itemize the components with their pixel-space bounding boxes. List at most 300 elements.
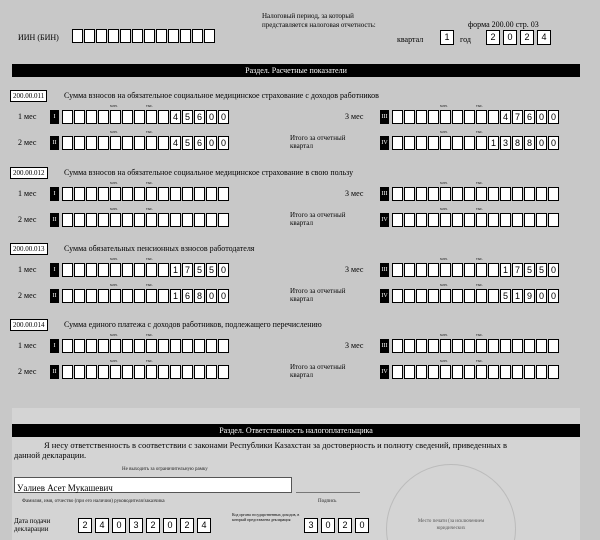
digit-cell[interactable]: 0 (321, 518, 335, 533)
digit-cell[interactable] (146, 339, 157, 353)
amount-input[interactable] (62, 289, 230, 303)
digit-cell[interactable] (416, 365, 427, 379)
digit-cell[interactable] (170, 213, 181, 227)
digit-cell[interactable] (476, 365, 487, 379)
section-responsibility-header (12, 424, 580, 437)
digit-cell[interactable] (524, 339, 535, 353)
digit-cell[interactable] (476, 110, 487, 124)
digit-cell[interactable]: 0 (536, 136, 547, 150)
digit-cell[interactable] (62, 213, 73, 227)
digit-cell[interactable] (122, 213, 133, 227)
digit-cell[interactable] (180, 29, 191, 43)
amount-input[interactable] (62, 187, 230, 201)
digit-cell[interactable] (428, 289, 439, 303)
digit-cell[interactable] (158, 263, 169, 277)
digit-cell[interactable] (110, 365, 121, 379)
digit-cell[interactable]: 0 (206, 289, 217, 303)
amount-input[interactable] (62, 110, 230, 124)
digit-cell[interactable]: 0 (206, 136, 217, 150)
digit-cell[interactable] (512, 339, 523, 353)
digit-cell[interactable]: 2 (146, 518, 160, 533)
digit-cell[interactable] (86, 187, 97, 201)
amount-input[interactable] (392, 339, 560, 353)
digit-cell[interactable] (122, 263, 133, 277)
digit-cell[interactable] (440, 136, 451, 150)
digit-cell[interactable] (548, 365, 559, 379)
digit-cell[interactable] (84, 29, 95, 43)
digit-cell[interactable] (512, 365, 523, 379)
amount-input[interactable] (392, 365, 560, 379)
amount-input[interactable] (392, 110, 560, 124)
digit-cell[interactable] (134, 110, 145, 124)
digit-cell[interactable] (98, 289, 109, 303)
digit-cell[interactable] (74, 110, 85, 124)
digit-cell[interactable] (122, 365, 133, 379)
digit-cell[interactable]: 4 (500, 110, 511, 124)
digit-cell[interactable]: 5 (524, 263, 535, 277)
period-label: 1 мес (18, 189, 37, 198)
digit-cell[interactable] (62, 187, 73, 201)
digit-cell[interactable] (218, 365, 229, 379)
digit-cell[interactable] (440, 187, 451, 201)
digit-cell[interactable]: 5 (182, 110, 193, 124)
digit-cell[interactable] (452, 339, 463, 353)
digit-cell[interactable]: 2 (78, 518, 92, 533)
group-label-ths: тыс. (476, 332, 484, 337)
digit-cell[interactable] (134, 289, 145, 303)
year-input[interactable] (486, 30, 554, 45)
digit-cell[interactable] (536, 187, 547, 201)
digit-cell[interactable] (158, 339, 169, 353)
digit-cell[interactable] (158, 110, 169, 124)
digit-cell[interactable] (122, 289, 133, 303)
digit-cell[interactable]: 0 (548, 289, 559, 303)
responsibility-panel (12, 408, 580, 540)
digit-cell[interactable] (416, 213, 427, 227)
digit-cell[interactable] (500, 339, 511, 353)
amount-input[interactable] (392, 187, 560, 201)
digit-cell[interactable] (500, 365, 511, 379)
digit-cell[interactable] (392, 136, 403, 150)
digit-cell[interactable] (512, 187, 523, 201)
digit-cell[interactable] (392, 187, 403, 201)
digit-cell[interactable] (134, 136, 145, 150)
digit-cell[interactable] (98, 136, 109, 150)
digit-cell[interactable] (464, 289, 475, 303)
digit-cell[interactable] (488, 213, 499, 227)
roman-marker: I (50, 187, 59, 201)
digit-cell[interactable]: 1 (170, 263, 181, 277)
digit-cell[interactable] (170, 365, 181, 379)
digit-cell[interactable]: 5 (182, 136, 193, 150)
digit-cell[interactable] (96, 29, 107, 43)
digit-cell[interactable] (194, 365, 205, 379)
digit-cell[interactable]: 2 (486, 30, 500, 45)
digit-cell[interactable]: 0 (548, 263, 559, 277)
amount-input[interactable] (392, 263, 560, 277)
digit-cell[interactable] (86, 110, 97, 124)
digit-cell[interactable] (134, 213, 145, 227)
digit-cell[interactable]: 5 (536, 263, 547, 277)
digit-cell[interactable] (452, 136, 463, 150)
digit-cell[interactable] (182, 187, 193, 201)
digit-cell[interactable] (158, 365, 169, 379)
digit-cell[interactable] (488, 263, 499, 277)
digit-cell[interactable]: 4 (95, 518, 109, 533)
digit-cell[interactable] (134, 339, 145, 353)
group-label-mln: млн. (110, 103, 118, 108)
digit-cell[interactable]: 3 (129, 518, 143, 533)
digit-cell[interactable]: 0 (163, 518, 177, 533)
digit-cell[interactable] (440, 213, 451, 227)
quarter-cell[interactable]: 1 (440, 30, 454, 45)
digit-cell[interactable] (452, 110, 463, 124)
digit-cell[interactable] (476, 289, 487, 303)
group-label-mln: млн. (110, 129, 118, 134)
digit-cell[interactable] (134, 365, 145, 379)
digit-cell[interactable] (476, 263, 487, 277)
digit-cell[interactable] (404, 136, 415, 150)
digit-cell[interactable] (62, 289, 73, 303)
digit-cell[interactable] (416, 339, 427, 353)
digit-cell[interactable] (416, 136, 427, 150)
digit-cell[interactable] (98, 263, 109, 277)
digit-cell[interactable] (452, 213, 463, 227)
digit-cell[interactable] (110, 289, 121, 303)
group-label-ths: тыс. (476, 129, 484, 134)
digit-cell[interactable] (464, 213, 475, 227)
digit-cell[interactable] (146, 365, 157, 379)
digit-cell[interactable] (108, 29, 119, 43)
group-label-ths: тыс. (146, 358, 154, 363)
digit-cell[interactable] (536, 365, 547, 379)
tax-period-text: Налоговый период, за который представляется налоговая отчетность: (262, 12, 376, 29)
digit-cell[interactable] (452, 365, 463, 379)
digit-cell[interactable]: 3 (500, 136, 511, 150)
signature-line[interactable] (296, 492, 360, 493)
digit-cell[interactable] (536, 339, 547, 353)
digit-cell[interactable] (86, 289, 97, 303)
digit-cell[interactable] (488, 187, 499, 201)
digit-cell[interactable] (404, 289, 415, 303)
digit-cell[interactable] (122, 110, 133, 124)
digit-cell[interactable]: 0 (536, 110, 547, 124)
digit-cell[interactable] (122, 136, 133, 150)
digit-cell[interactable] (72, 29, 83, 43)
digit-cell[interactable] (110, 339, 121, 353)
digit-cell[interactable] (168, 29, 179, 43)
digit-cell[interactable] (122, 187, 133, 201)
digit-cell[interactable]: 2 (338, 518, 352, 533)
digit-cell[interactable] (158, 213, 169, 227)
digit-cell[interactable] (428, 110, 439, 124)
digit-cell[interactable] (86, 339, 97, 353)
tax-authority-label: Код органа государственных доходов, в который представлена декларация (232, 512, 300, 522)
digit-cell[interactable] (206, 339, 217, 353)
digit-cell[interactable] (488, 365, 499, 379)
digit-cell[interactable] (110, 110, 121, 124)
digit-cell[interactable] (98, 365, 109, 379)
digit-cell[interactable] (62, 136, 73, 150)
digit-cell[interactable]: 6 (182, 289, 193, 303)
digit-cell[interactable] (548, 187, 559, 201)
digit-cell[interactable] (132, 29, 143, 43)
digit-cell[interactable] (524, 213, 535, 227)
digit-cell[interactable] (86, 263, 97, 277)
digit-cell[interactable] (86, 213, 97, 227)
digit-cell[interactable] (416, 289, 427, 303)
digit-cell[interactable] (440, 339, 451, 353)
digit-cell[interactable] (74, 289, 85, 303)
digit-cell[interactable]: 0 (536, 289, 547, 303)
digit-cell[interactable] (182, 213, 193, 227)
digit-cell[interactable] (206, 365, 217, 379)
digit-cell[interactable]: 0 (548, 110, 559, 124)
digit-cell[interactable] (428, 187, 439, 201)
digit-cell[interactable] (428, 263, 439, 277)
digit-cell[interactable] (110, 213, 121, 227)
digit-cell[interactable] (122, 339, 133, 353)
digit-cell[interactable] (120, 29, 131, 43)
digit-cell[interactable]: 2 (520, 30, 534, 45)
digit-cell[interactable] (476, 339, 487, 353)
digit-cell[interactable] (86, 136, 97, 150)
digit-cell[interactable]: 0 (218, 110, 229, 124)
digit-cell[interactable] (146, 213, 157, 227)
digit-cell[interactable] (404, 187, 415, 201)
stamp-text: Место печати (за исключением юридических (417, 519, 485, 531)
digit-cell[interactable] (416, 263, 427, 277)
period-label: Итого за отчетный квартал (290, 134, 346, 150)
digit-cell[interactable]: 1 (512, 289, 523, 303)
digit-cell[interactable] (98, 187, 109, 201)
digit-cell[interactable]: 0 (503, 30, 517, 45)
digit-cell[interactable] (452, 263, 463, 277)
digit-cell[interactable] (146, 263, 157, 277)
digit-cell[interactable]: 0 (206, 110, 217, 124)
digit-cell[interactable]: 4 (170, 110, 181, 124)
digit-cell[interactable] (476, 187, 487, 201)
iin-input[interactable] (72, 29, 216, 43)
digit-cell[interactable] (392, 365, 403, 379)
digit-cell[interactable] (110, 136, 121, 150)
digit-cell[interactable] (440, 263, 451, 277)
digit-cell[interactable] (62, 110, 73, 124)
submission-date-label: Дата подачи декларации (14, 517, 51, 533)
digit-cell[interactable] (392, 263, 403, 277)
digit-cell[interactable] (98, 110, 109, 124)
year-label: год (460, 35, 471, 44)
digit-cell[interactable]: 5 (194, 263, 205, 277)
digit-cell[interactable]: 3 (304, 518, 318, 533)
digit-cell[interactable] (452, 187, 463, 201)
group-label-ths: тыс. (476, 358, 484, 363)
group-label-mln: млн. (110, 180, 118, 185)
digit-cell[interactable] (548, 213, 559, 227)
digit-cell[interactable] (194, 339, 205, 353)
digit-cell[interactable]: 8 (524, 136, 535, 150)
digit-cell[interactable] (146, 187, 157, 201)
digit-cell[interactable]: 4 (537, 30, 551, 45)
digit-cell[interactable] (194, 213, 205, 227)
digit-cell[interactable] (404, 365, 415, 379)
digit-cell[interactable]: 0 (218, 289, 229, 303)
group-label-mln: млн. (110, 256, 118, 261)
digit-cell[interactable] (428, 213, 439, 227)
digit-cell[interactable] (110, 263, 121, 277)
digit-cell[interactable] (440, 289, 451, 303)
digit-cell[interactable]: 0 (548, 136, 559, 150)
digit-cell[interactable] (392, 110, 403, 124)
digit-cell[interactable]: 7 (182, 263, 193, 277)
digit-cell[interactable] (74, 263, 85, 277)
digit-cell[interactable] (500, 213, 511, 227)
digit-cell[interactable] (404, 339, 415, 353)
digit-cell[interactable]: 4 (170, 136, 181, 150)
digit-cell[interactable]: 0 (355, 518, 369, 533)
tax-authority-input[interactable] (304, 518, 372, 533)
digit-cell[interactable]: 0 (112, 518, 126, 533)
digit-cell[interactable] (170, 339, 181, 353)
digit-cell[interactable] (416, 187, 427, 201)
digit-cell[interactable] (62, 339, 73, 353)
digit-cell[interactable]: 5 (500, 289, 511, 303)
digit-cell[interactable] (74, 187, 85, 201)
digit-cell[interactable]: 0 (218, 263, 229, 277)
digit-cell[interactable] (416, 110, 427, 124)
digit-cell[interactable] (144, 29, 155, 43)
digit-cell[interactable] (146, 289, 157, 303)
digit-cell[interactable]: 2 (180, 518, 194, 533)
digit-cell[interactable] (204, 29, 215, 43)
digit-cell[interactable] (206, 187, 217, 201)
digit-cell[interactable]: 6 (194, 110, 205, 124)
digit-cell[interactable] (62, 365, 73, 379)
digit-cell[interactable] (536, 213, 547, 227)
digit-cell[interactable]: 0 (218, 136, 229, 150)
digit-cell[interactable] (98, 213, 109, 227)
digit-cell[interactable] (464, 339, 475, 353)
iin-label: ИИН (БИН) (18, 33, 59, 42)
digit-cell[interactable] (524, 187, 535, 201)
digit-cell[interactable] (192, 29, 203, 43)
digit-cell[interactable] (500, 187, 511, 201)
digit-cell[interactable]: 7 (512, 263, 523, 277)
digit-cell[interactable] (392, 213, 403, 227)
digit-cell[interactable] (428, 136, 439, 150)
digit-cell[interactable] (464, 136, 475, 150)
group-label-mln: млн. (440, 129, 448, 134)
digit-cell[interactable] (464, 187, 475, 201)
digit-cell[interactable] (488, 289, 499, 303)
digit-cell[interactable] (512, 213, 523, 227)
digit-cell[interactable] (110, 187, 121, 201)
digit-cell[interactable] (464, 110, 475, 124)
submission-date-input[interactable] (78, 518, 214, 533)
period-label: 1 мес (18, 341, 37, 350)
digit-cell[interactable] (182, 365, 193, 379)
amount-input[interactable] (392, 289, 560, 303)
digit-cell[interactable] (218, 187, 229, 201)
digit-cell[interactable]: 9 (524, 289, 535, 303)
digit-cell[interactable]: 8 (194, 289, 205, 303)
digit-cell[interactable] (146, 110, 157, 124)
amount-input[interactable] (62, 263, 230, 277)
digit-cell[interactable] (404, 263, 415, 277)
amount-input[interactable] (62, 136, 230, 150)
digit-cell[interactable] (476, 213, 487, 227)
digit-cell[interactable] (98, 339, 109, 353)
line-code: 200.00.012 (10, 167, 48, 179)
digit-cell[interactable] (74, 365, 85, 379)
taxpayer-name-field[interactable] (14, 477, 292, 493)
digit-cell[interactable]: 1 (170, 289, 181, 303)
digit-cell[interactable] (218, 213, 229, 227)
digit-cell[interactable] (74, 136, 85, 150)
digit-cell[interactable] (452, 289, 463, 303)
digit-cell[interactable] (146, 136, 157, 150)
digit-cell[interactable] (404, 213, 415, 227)
digit-cell[interactable] (74, 339, 85, 353)
digit-cell[interactable]: 4 (197, 518, 211, 533)
digit-cell[interactable] (548, 339, 559, 353)
digit-cell[interactable] (440, 365, 451, 379)
digit-cell[interactable] (428, 365, 439, 379)
digit-cell[interactable] (86, 365, 97, 379)
digit-cell[interactable] (464, 263, 475, 277)
amount-input[interactable] (392, 136, 560, 150)
digit-cell[interactable] (440, 110, 451, 124)
digit-cell[interactable] (158, 289, 169, 303)
digit-cell[interactable]: 6 (524, 110, 535, 124)
digit-cell[interactable]: 7 (512, 110, 523, 124)
digit-cell[interactable] (488, 110, 499, 124)
digit-cell[interactable] (488, 339, 499, 353)
digit-cell[interactable] (170, 187, 181, 201)
digit-cell[interactable] (194, 187, 205, 201)
period-label: 1 мес (18, 112, 37, 121)
digit-cell[interactable] (464, 365, 475, 379)
amount-input[interactable] (62, 339, 230, 353)
digit-cell[interactable] (404, 110, 415, 124)
digit-cell[interactable] (158, 136, 169, 150)
digit-cell[interactable]: 5 (206, 263, 217, 277)
digit-cell[interactable] (182, 339, 193, 353)
digit-cell[interactable] (428, 339, 439, 353)
roman-marker: I (50, 339, 59, 353)
digit-cell[interactable]: 1 (488, 136, 499, 150)
digit-cell[interactable]: 6 (194, 136, 205, 150)
digit-cell[interactable] (74, 213, 85, 227)
digit-cell[interactable] (218, 339, 229, 353)
digit-cell[interactable] (524, 365, 535, 379)
digit-cell[interactable] (62, 263, 73, 277)
digit-cell[interactable] (206, 213, 217, 227)
amount-input[interactable] (62, 365, 230, 379)
digit-cell[interactable] (158, 187, 169, 201)
digit-cell[interactable] (392, 289, 403, 303)
digit-cell[interactable] (476, 136, 487, 150)
quarter-input[interactable] (440, 30, 457, 45)
digit-cell[interactable] (134, 187, 145, 201)
digit-cell[interactable]: 8 (512, 136, 523, 150)
digit-cell[interactable] (134, 263, 145, 277)
digit-cell[interactable] (392, 339, 403, 353)
digit-cell[interactable] (156, 29, 167, 43)
digit-cell[interactable]: 1 (500, 263, 511, 277)
amount-input[interactable] (392, 213, 560, 227)
amount-input[interactable] (62, 213, 230, 227)
